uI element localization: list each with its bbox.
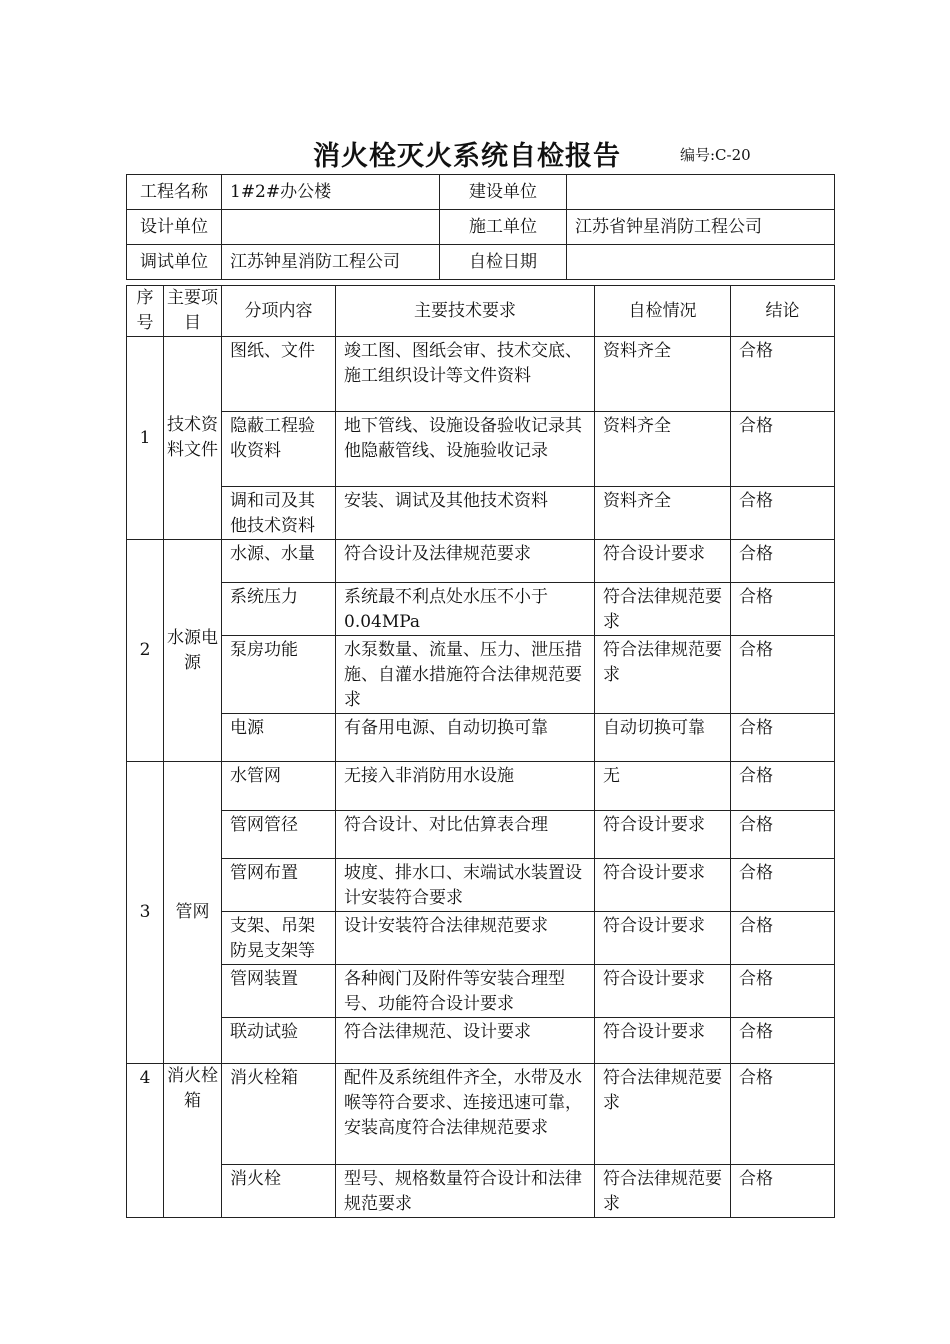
group-number: 4 — [127, 1064, 164, 1218]
group-number: 3 — [127, 762, 164, 1064]
table-row — [127, 1018, 835, 1064]
cell-result: 合格 — [731, 965, 835, 1018]
cell-result: 合格 — [731, 412, 835, 487]
table-row — [127, 487, 835, 540]
cell-req: 型号、规格数量符合设计和法律规范要求 — [336, 1165, 595, 1218]
cell-req: 符合设计及法律规范要求 — [336, 540, 595, 583]
cell-result: 合格 — [731, 762, 835, 811]
table-row — [127, 811, 835, 859]
cell-sub: 泵房功能 — [222, 636, 336, 714]
page-title: 消火栓灭火系统自检报告 — [313, 141, 621, 172]
cell-check: 符合法律规范要求 — [595, 1165, 731, 1218]
cell-result: 合格 — [731, 540, 835, 583]
info-row-design — [127, 210, 835, 245]
cell-check: 符合设计要求 — [595, 912, 731, 965]
col-header-req: 主要技术要求 — [336, 286, 595, 337]
cell-check: 符合设计要求 — [595, 540, 731, 583]
table-row — [127, 337, 835, 412]
group-number: 1 — [127, 337, 164, 540]
col-header-result: 结论 — [731, 286, 835, 337]
table-header-row — [127, 286, 835, 337]
cell-req: 水泵数量、流量、压力、泄压措施、自灌水措施符合法律规范要求 — [336, 636, 595, 714]
col-header-check: 自检情况 — [595, 286, 731, 337]
cell-check: 资料齐全 — [595, 412, 731, 487]
cell-result: 合格 — [731, 1064, 835, 1165]
cell-check: 资料齐全 — [595, 487, 731, 540]
cell-sub: 系统压力 — [222, 583, 336, 636]
cell-check: 符合法律规范要求 — [595, 1064, 731, 1165]
date-label: 自检日期 — [440, 245, 567, 280]
cell-req: 符合法律规范、设计要求 — [336, 1018, 595, 1064]
cell-result: 合格 — [731, 636, 835, 714]
table-row — [127, 912, 835, 965]
table-row — [127, 412, 835, 487]
group-item: 水源电源 — [164, 540, 222, 762]
cell-check: 符合设计要求 — [595, 859, 731, 912]
builder-value — [567, 175, 835, 210]
project-name-value: 1#2#办公楼 — [222, 175, 440, 210]
cell-result: 合格 — [731, 811, 835, 859]
cell-req: 无接入非消防用水设施 — [336, 762, 595, 811]
cell-sub: 联动试验 — [222, 1018, 336, 1064]
group-number: 2 — [127, 540, 164, 762]
tester-label: 调试单位 — [127, 245, 222, 280]
cell-req: 符合设计、对比估算表合理 — [336, 811, 595, 859]
cell-sub: 水管网 — [222, 762, 336, 811]
cell-check: 符合设计要求 — [595, 811, 731, 859]
cell-sub: 隐蔽工程验收资料 — [222, 412, 336, 487]
cell-result: 合格 — [731, 912, 835, 965]
info-row-project — [127, 175, 835, 210]
info-row-test — [127, 245, 835, 280]
contractor-value: 江苏省钟星消防工程公司 — [567, 210, 835, 245]
cell-sub: 管网布置 — [222, 859, 336, 912]
builder-label: 建设单位 — [440, 175, 567, 210]
date-value — [567, 245, 835, 280]
group-item: 管网 — [164, 762, 222, 1064]
project-info-table — [126, 174, 835, 280]
title-row — [0, 130, 950, 170]
cell-sub: 消火栓 — [222, 1165, 336, 1218]
cell-check: 无 — [595, 762, 731, 811]
cell-req: 各种阀门及附件等安装合理型号、功能符合设计要求 — [336, 965, 595, 1018]
col-header-no: 序号 — [127, 286, 164, 337]
cell-result: 合格 — [731, 583, 835, 636]
cell-check: 自动切换可靠 — [595, 714, 731, 762]
table-row — [127, 714, 835, 762]
cell-check: 符合法律规范要求 — [595, 583, 731, 636]
cell-result: 合格 — [731, 487, 835, 540]
table-row — [127, 1064, 835, 1165]
col-header-sub: 分项内容 — [222, 286, 336, 337]
col-header-item: 主要项目 — [164, 286, 222, 337]
cell-result: 合格 — [731, 1165, 835, 1218]
cell-sub: 图纸、文件 — [222, 337, 336, 412]
table-row — [127, 583, 835, 636]
table-row — [127, 859, 835, 912]
group-item: 技术资料文件 — [164, 337, 222, 540]
table-row — [127, 540, 835, 583]
cell-sub: 支架、吊架防晃支架等 — [222, 912, 336, 965]
inspection-table — [126, 285, 835, 1218]
cell-req: 设计安装符合法律规范要求 — [336, 912, 595, 965]
cell-req: 地下管线、设施设备验收记录其他隐蔽管线、设施验收记录 — [336, 412, 595, 487]
cell-result: 合格 — [731, 1018, 835, 1064]
cell-sub: 电源 — [222, 714, 336, 762]
cell-req: 坡度、排水口、末端试水装置设计安装符合要求 — [336, 859, 595, 912]
contractor-label: 施工单位 — [440, 210, 567, 245]
project-name-label: 工程名称 — [127, 175, 222, 210]
cell-sub: 调和司及其他技术资料 — [222, 487, 336, 540]
cell-check: 符合设计要求 — [595, 1018, 731, 1064]
cell-req: 配件及系统组件齐全，水带及水喉等符合要求、连接迅速可靠，安装高度符合法律规范要求 — [336, 1064, 595, 1165]
group-item: 消火栓箱 — [164, 1064, 222, 1218]
cell-check: 符合设计要求 — [595, 965, 731, 1018]
cell-sub: 管网装置 — [222, 965, 336, 1018]
cell-req: 竣工图、图纸会审、技术交底、施工组织设计等文件资料 — [336, 337, 595, 412]
table-row — [127, 1165, 835, 1218]
cell-result: 合格 — [731, 859, 835, 912]
cell-check: 资料齐全 — [595, 337, 731, 412]
tester-value: 江苏钟星消防工程公司 — [222, 245, 440, 280]
cell-sub: 消火栓箱 — [222, 1064, 336, 1165]
cell-check: 符合法律规范要求 — [595, 636, 731, 714]
document-code: 编号:C-20 — [680, 146, 751, 164]
cell-result: 合格 — [731, 337, 835, 412]
cell-req: 安装、调试及其他技术资料 — [336, 487, 595, 540]
designer-label: 设计单位 — [127, 210, 222, 245]
designer-value — [222, 210, 440, 245]
cell-result: 合格 — [731, 714, 835, 762]
cell-req: 有备用电源、自动切换可靠 — [336, 714, 595, 762]
cell-req: 系统最不利点处水压不小于0.04MPa — [336, 583, 595, 636]
table-row — [127, 762, 835, 811]
cell-sub: 管网管径 — [222, 811, 336, 859]
table-row — [127, 965, 835, 1018]
table-row — [127, 636, 835, 714]
cell-sub: 水源、水量 — [222, 540, 336, 583]
